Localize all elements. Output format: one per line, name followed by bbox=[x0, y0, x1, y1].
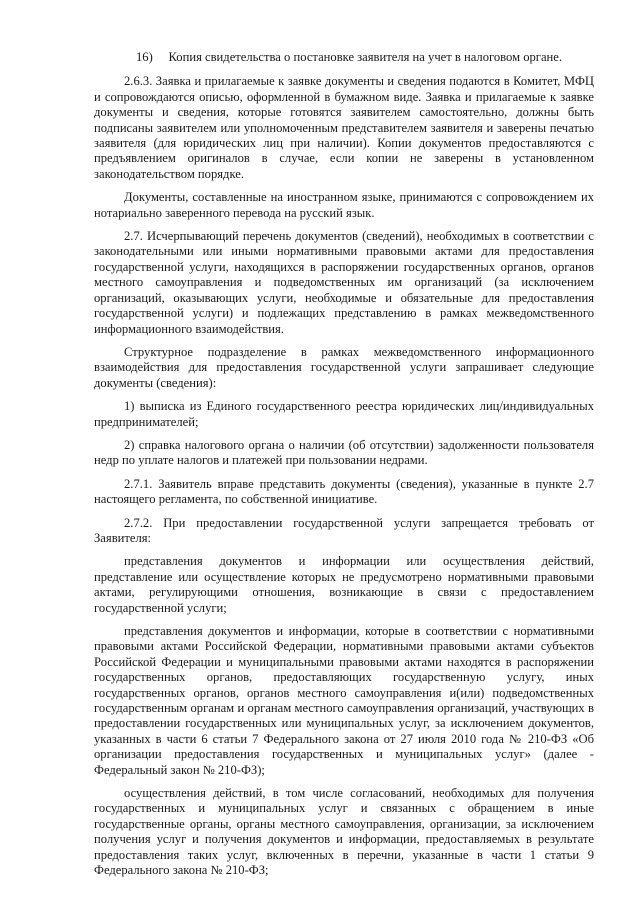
list-item-2: 2) справка налогового органа о наличии (об отсутствии) задолженности пользователя недр по уплате налогов и платежей при пользовании недрами. bbox=[94, 437, 594, 468]
paragraph-2-7: 2.7. Исчерпывающий перечень документов (сведений), необходимых в соответствии с законодательными или иными нормативными правовыми актами для предоставления государственной услуги, находящихся в распоряжении государственных органов, органов местного самоуправления и подведомственных им организаций (за исключением организаций, оказывающих услуги, необходимые и обязательные для предоставления государственной услуги) и подлежащих представлению в рамках межведомственного информационного взаимодействия. bbox=[94, 229, 594, 336]
paragraph-prohibition-3: осуществления действий, в том числе согласований, необходимых для получения государственных и муниципальных услуг и связанных с обращением в иные государственные органы, органы местного самоуправления, организации, за исключением получения услуг и получения документов и информации, предоставляемых в результате предоставления таких услуг, включенных в перечни, указанные в части 1 статьи 9 Федерального закона № 210-ФЗ; bbox=[94, 786, 594, 878]
paragraph-prohibition-1: представления документов и информации или осуществления действий, представление или осуществление которых не предусмотрено нормативными правовыми актами, регулирующими отношения, возникающие в связи с предоставлением государственной услуги; bbox=[94, 554, 594, 615]
paragraph-2-7-1: 2.7.1. Заявитель вправе представить документы (сведения), указанные в пункте 2.7 настоящего регламента, по собственной инициативе. bbox=[94, 476, 594, 507]
paragraph-structural-unit: Структурное подразделение в рамках межведомственного информационного взаимодействия для предоставления государственной услуги запрашивает следующие документы (сведения): bbox=[94, 344, 594, 390]
paragraph-foreign-language: Документы, составленные на иностранном языке, принимаются с сопровождением их нотариально заверенного перевода на русский язык. bbox=[94, 190, 594, 220]
paragraph-2-7-2: 2.7.2. При предоставлении государственной услуги запрещается требовать от Заявителя: bbox=[94, 515, 594, 545]
paragraph-2-6-3: 2.6.3. Заявка и прилагаемые к заявке документы и сведения подаются в Комитет, МФЦ и сопровождаются описью, оформленной в бумажном виде. Заявка и прилагаемые к заявке документы и сведения, которые готовятся заявителем самостоятельно, должны быть подписаны заявителем или уполномоченным представителем заявителя и заверены печатью заявителя (для юридических лиц при наличии). Копии документов предоставляются с предъявлением оригиналов в случае, если копии не заверены в установленном законодательством порядке. bbox=[94, 74, 594, 181]
list-item-16: 16) Копия свидетельства о постановке заявителя на учет в налоговом органе. bbox=[136, 50, 563, 64]
paragraph-prohibition-2: представления документов и информации, которые в соответствии с нормативными правовыми актами Российской Федерации, нормативными правовыми актами субъектов Российской Федерации и муниципальными правовыми актами находятся в распоряжении государственных органов, предоставляющих государственную услугу, иных государственных органов, органов местного самоуправления и(или) подведомственных государственным органам и органам местного самоуправления организаций, участвующих в предоставлении государственных или муниципальных услуг, за исключением документов, указанных в части 6 статьи 7 Федерального закона от 27 июля 2010 года № 210-ФЗ «Об организации предоставления государственных и муниципальных услуг» (далее - Федеральный закон № 210-ФЗ); bbox=[94, 624, 594, 777]
list-item-1: 1) выписка из Единого государственного реестра юридических лиц/индивидуальных предпринимателей; bbox=[94, 399, 594, 429]
